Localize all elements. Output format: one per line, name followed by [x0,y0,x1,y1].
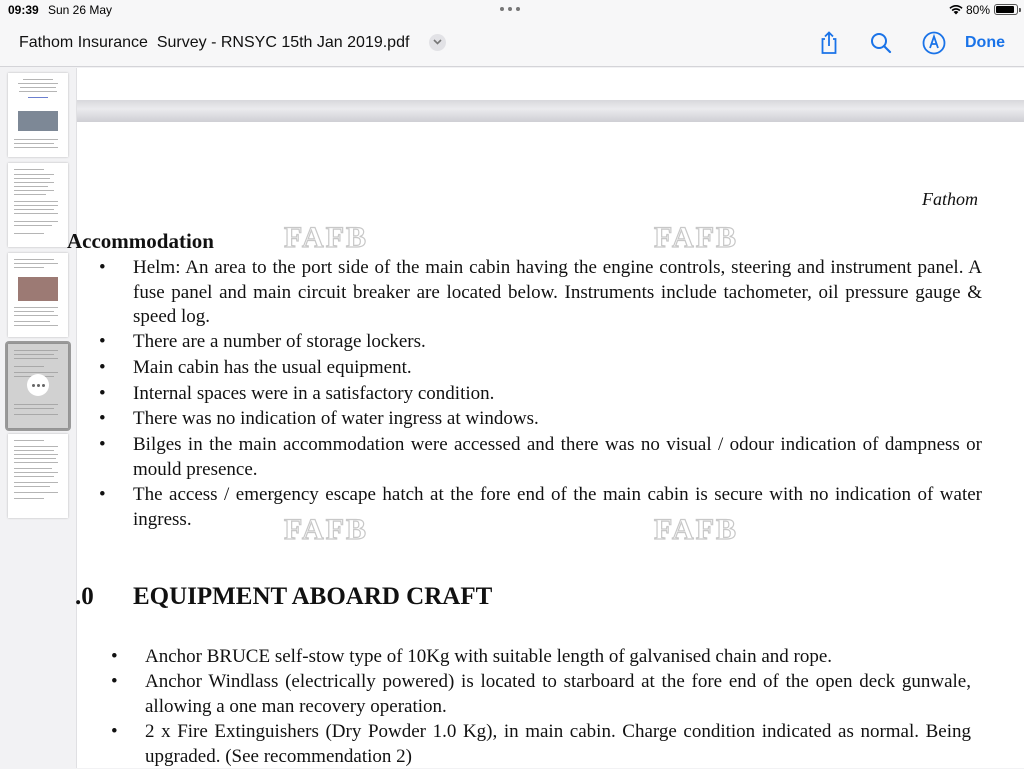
thumbnail-sidebar[interactable] [0,68,77,768]
page-thumbnail-5[interactable] [8,434,68,518]
done-button[interactable]: Done [965,34,1005,51]
toolbar [0,20,1024,67]
page-thumbnail-1[interactable] [8,73,68,157]
previous-page-bottom [77,68,1024,100]
list-item: • Anchor BRUCE self-stow type of 10Kg with suitable length of galvanised chain and rope. [111,646,833,667]
section-heading-accommodation: Accommodation [67,229,214,253]
page-thumbnail-3[interactable] [8,253,68,337]
document-title[interactable]: Fathom Insurance Survey - RNSYC 15th Jan 2019.pdf [19,34,410,51]
page-header-text: Fathom [922,189,978,209]
watermark-logo [280,222,372,252]
more-options-icon[interactable] [27,374,49,396]
svg-text:FAFB: FAFB [653,221,739,254]
list-item: • 2 x Fire Extinguishers (Dry Powder 1.0 Kg), in main cabin. Charge condition indicated as normal. Being upgraded. (See recommendation 2) [111,721,971,767]
status-time: 09:39 [8,3,39,17]
list-item: • There was no indication of water ingress at windows. [99,408,539,429]
watermark-logo [650,222,742,252]
pdf-page-view[interactable] [67,68,1024,768]
svg-text:FAFB: FAFB [283,513,369,546]
markup-pen-icon[interactable] [921,30,947,56]
list-item: • Main cabin has the usual equipment. [99,357,412,378]
page-separator [77,100,1024,122]
battery-icon [994,4,1018,15]
section-number: .0 [75,583,94,610]
list-item: • There are a number of storage lockers. [99,331,426,352]
list-item: • Bilges in the main accommodation were accessed and there was no visual / odour indication of dampness or mould presence. [99,434,982,480]
chevron-down-icon[interactable] [429,34,446,51]
search-icon[interactable] [868,30,894,56]
watermark-logo [650,514,742,544]
section-heading-equipment: EQUIPMENT ABOARD CRAFT [133,583,493,610]
battery-percent: 80% [966,3,991,17]
watermark-logo [280,514,372,544]
multitasking-dots-icon[interactable] [500,4,524,14]
page-thumbnail-2[interactable] [8,163,68,247]
svg-text:FAFB: FAFB [653,513,739,546]
list-item: • Internal spaces were in a satisfactory condition. [99,383,495,404]
share-icon[interactable] [816,30,842,56]
wifi-icon [948,3,964,15]
svg-text:FAFB: FAFB [283,221,369,254]
status-date: Sun 26 May [48,3,113,17]
list-item: • The access / emergency escape hatch at the fore end of the main cabin is secure with no indication of water ingress. [99,484,982,530]
status-bar [0,0,1024,20]
list-item: • Anchor Windlass (electrically powered) is located to starboard at the fore end of the open deck gunwale, allowing a one man recovery operation. [111,671,971,717]
list-item: • Helm: An area to the port side of the main cabin having the engine controls, steering and instrument panel. A fuse panel and main circuit breaker are located below. Instruments include tachometer, oil pressure gauge & speed log. [99,257,982,327]
